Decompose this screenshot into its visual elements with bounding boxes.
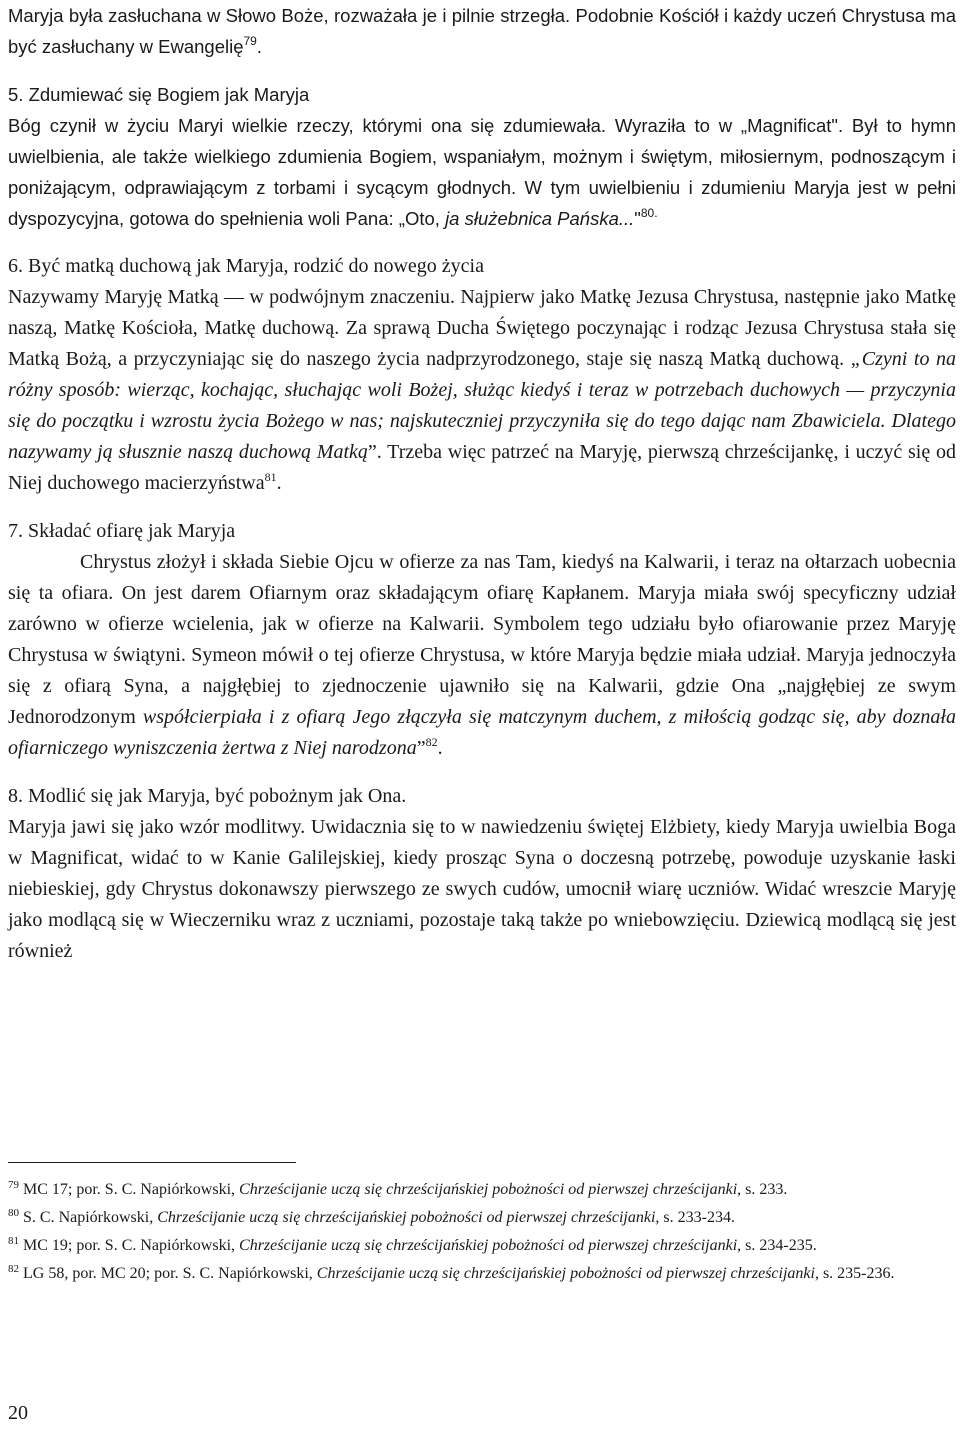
footnote-ref-82[interactable]: 82	[425, 735, 438, 749]
section-7-heading: 7. Składać ofiarę jak Maryja	[8, 520, 236, 542]
page-number: 20	[8, 1402, 28, 1424]
footnote-separator	[8, 1162, 296, 1163]
intro-paragraph: Maryja była zasłuchana w Słowo Boże, rozważała je i pilnie strzegła. Podobnie Kościół i każdy uczeń Chrystusa ma być zasłuchany w Ewangelię$^{79}$.	[8, 5, 956, 57]
section-5-heading: 5. Zdumiewać się Bogiem jak Maryja	[8, 84, 310, 105]
section-6-heading: 6. Być matką duchową jak Maryja, rodzić do nowego życia	[8, 255, 484, 277]
section-8-heading: 8. Modlić się jak Maryja, być pobożnym jak Ona.	[8, 785, 407, 807]
section-7-quote: współcierpiała i z ofiarą Jego złączyła się matczynym duchem, z miłością godząc się, aby doznała ofiarniczego wyniszczenia żertwa z Niej narodzona	[8, 706, 956, 759]
footnotes	[8, 1162, 956, 1289]
section-6-paragraph: Nazywamy Maryję Matką — w podwójnym znaczeniu. Najpierw jako Matkę Jezusa Chrystusa, następnie jako Matkę naszą, Matkę Kościoła, Matkę duchową. Za sprawą Ducha Świętego poczynając i rodząc Jezusa Chrystusa stała się Matką Bożą, a przyczyniając się do naszego życia nadprzyrodzonego, staje się naszą Matką duchową. „Czyni to na różny sposób: wierząc, kochając, słuchając woli Bożej, służąc kiedyś i teraz w potrzebach duchowych — przyczynia się do początku i wzrostu życia Bożego w nas; najskuteczniej przyczyniła się do tego dając nam Zbawiciela. Dlatego nazywamy ją słusznie naszą duchową Matką”. Trzeba więc patrzeć na Maryję, pierwszą chrześcijankę, i uczyć się od Niej duchowego macierzyństwa$^{81}$.	[8, 286, 957, 494]
footnote-ref-80[interactable]: 80.	[640, 206, 658, 220]
footnote-80: $^{80}$ S. C. Napiórkowski, Chrześcijanie uczą się chrześcijańskiej pobożności od pierwszej chrześcijanki, s. 233-234.	[8, 1207, 735, 1226]
section-6-quote: „Czyni to na różny sposób: wierząc, kochając, słuchając woli Bożej, służąc kiedyś i teraz w potrzebach duchowych — przyczynia się do początku i wzrostu życia Bożego w nas; najskuteczniej przyczyniła się do tego dając nam Zbawiciela. Dlatego nazywamy ją słusznie naszą duchową Matką	[8, 348, 956, 463]
footnote-ref-81[interactable]: 81	[264, 470, 277, 484]
footnote-list	[8, 1177, 956, 1286]
section-8-paragraph: Maryja jawi się jako wzór modlitwy. Uwidacznia się to w nawiedzeniu świętej Elżbiety, kiedy Maryja uwielbia Boga w Magnificat, widać to w Kanie Galilejskiej, kiedy prosząc Syna o doczesną potrzebę, powoduje uzyskanie łaski niebieskiej, gdy Chrystus dokonawszy pierwszego ze swych cudów, umocnił wiarę uczniów. Widać wreszcie Maryję jako modlącą się w Wieczerniku wraz z uczniami, pozostaje taką także po wniebowzięciu. Dziewicą modlącą się jest również	[8, 816, 956, 962]
section-7-paragraph: Chrystus złożył i składa Siebie Ojcu w ofierze za nas Tam, kiedyś na Kalwarii, i teraz na ołtarzach uobecnia się ta ofiara. On jest darem Ofiarnym oraz składającym ofiarę Kapłanem. Maryja miała swój specyficzny udział zarówno w ofierze wcielenia, jak w ofierze na Kalwarii. Symbolem tego udziału było ofiarowanie przez Maryję Chrystusa w świątyni. Symeon mówił o tej ofierze Chrystusa, w które Maryja będzie miała udział. Maryja jednoczyła się z ofiarą Syna, a najgłębiej to zjednoczenie ujawniło się na Kalwarii, gdzie Ona „najgłębiej ze swym Jednorodzonym współcierpiała i z ofiarą Jego złączyła się matczynym duchem, z miłością godząc się, aby doznała ofiarniczego wyniszczenia żertwa z Niej narodzona”$^{82}$.	[8, 551, 956, 759]
section-5-paragraph: Bóg czynił w życiu Maryi wielkie rzeczy, którymi ona się zdumiewała. Wyraziła to w „Magnificat". Był to hymn uwielbienia, ale także wielkiego zdumienia Bogiem, wspaniałym, możnym i świętym, miłosiernym, podnoszącym i poniżającym, odprawiającym z torbami i sycącym głodnych. W tym uwielbieniu i zdumieniu Maryja jest w pełni dyspozycyjna, gotowa do spełnienia woli Pana: „Oto, ja służebnica Pańska..."$^{80.}$	[8, 115, 956, 229]
footnote-82: $^{82}$ LG 58, por. MC 20; por. S. C. Napiórkowski, Chrześcijanie uczą się chrześcijańskiej pobożności od pierwszej chrześcijanki, s. 235-236.	[8, 1263, 895, 1282]
document-page	[8, 0, 957, 1424]
footnote-79: $^{79}$ MC 17; por. S. C. Napiórkowski, Chrześcijanie uczą się chrześcijańskiej pobożności od pierwszej chrześcijanki, s. 233.	[8, 1179, 788, 1198]
footnote-81: $^{81}$ MC 19; por. S. C. Napiórkowski, Chrześcijanie uczą się chrześcijańskiej pobożności od pierwszej chrześcijanki, s. 234-235.	[8, 1235, 817, 1254]
section-5-quote: ja służebnica Pańska...	[445, 208, 635, 229]
footnote-ref-79[interactable]: 79	[243, 34, 257, 48]
